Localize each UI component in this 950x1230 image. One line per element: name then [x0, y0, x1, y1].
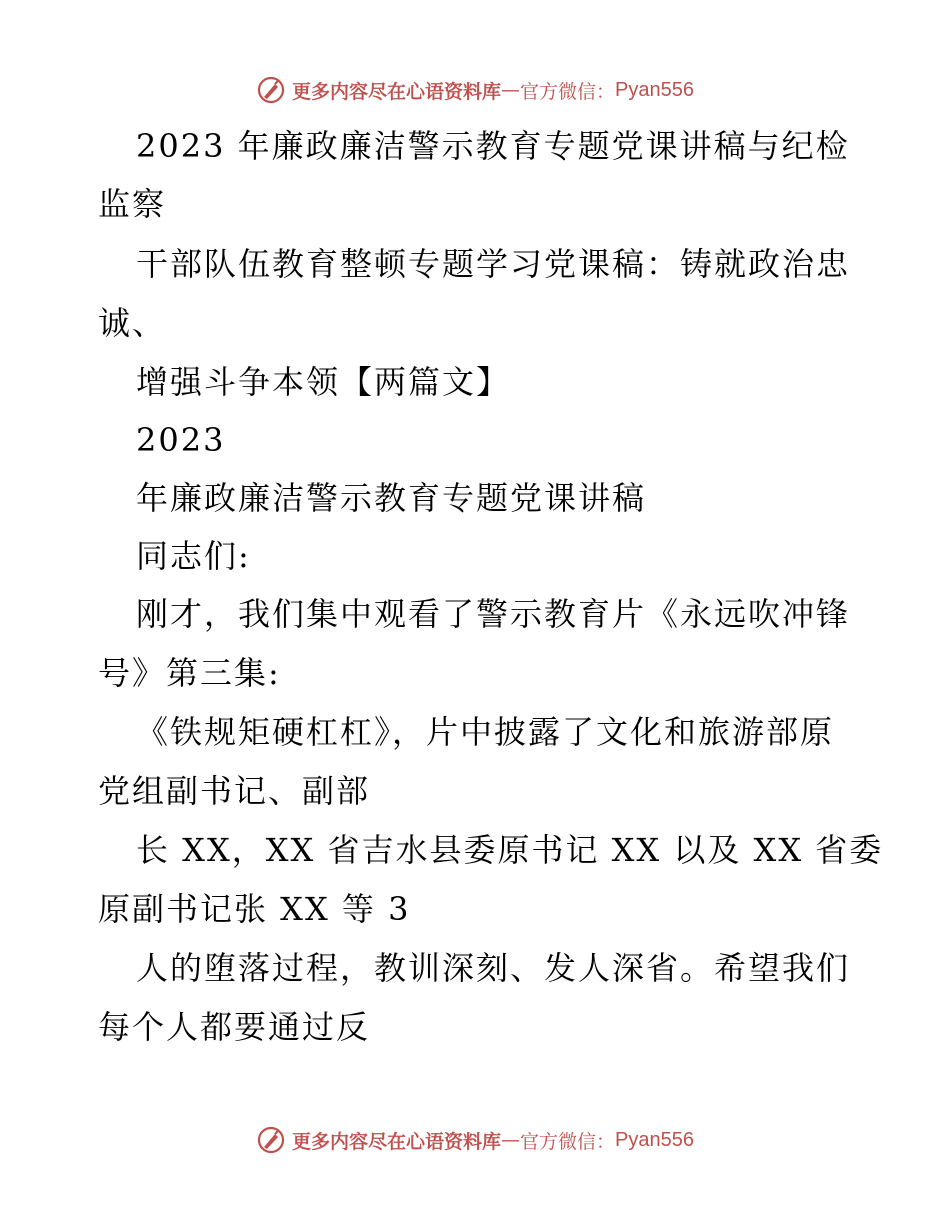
pen-circle-logo-icon [256, 75, 286, 105]
banner-separator: — [501, 1129, 521, 1151]
footer-watermark-banner [0, 1120, 950, 1160]
body-line: 监察 [98, 185, 167, 223]
body-line: 2023 [136, 421, 226, 459]
banner-text: 更多内容尽在心语资料库 [292, 1130, 502, 1153]
header-watermark-banner [0, 70, 950, 110]
body-line: 原副书记张 XX 等 3 [98, 890, 411, 928]
banner-wechat-id: Pyan556 [615, 1128, 694, 1151]
banner-wechat-id: Pyan556 [615, 78, 694, 101]
body-line: 党组副书记、副部 [98, 772, 371, 810]
pen-circle-logo-icon [256, 1125, 286, 1155]
body-line: 人的堕落过程，教训深刻、发人深省。希望我们 [136, 949, 851, 987]
banner-text: 更多内容尽在心语资料库 [292, 80, 502, 103]
body-line: 诚、 [98, 304, 167, 342]
body-line: 年廉政廉洁警示教育专题党课讲稿 [136, 479, 647, 517]
body-line: 2023 年廉政廉洁警示教育专题党课讲稿与纪检 [136, 127, 850, 165]
body-line: 刚才，我们集中观看了警示教育片《永远吹冲锋 [136, 595, 851, 633]
body-line: 《铁规矩硬杠杠》，片中披露了文化和旅游部原 [136, 713, 835, 751]
banner-separator: — [501, 79, 521, 101]
banner-wechat-label: 官方微信： [520, 80, 616, 103]
body-line: 增强斗争本领【两篇文】 [136, 363, 511, 401]
body-line: 干部队伍教育整顿专题学习党课稿：铸就政治忠 [136, 245, 851, 283]
body-line: 长 XX，XX 省吉水县委原书记 XX 以及 XX 省委 [136, 831, 884, 869]
banner-wechat-label: 官方微信： [520, 1130, 616, 1153]
body-line: 每个人都要通过反 [98, 1008, 371, 1046]
body-line: 号》第三集: [98, 654, 281, 692]
body-line: 同志们: [136, 537, 251, 575]
